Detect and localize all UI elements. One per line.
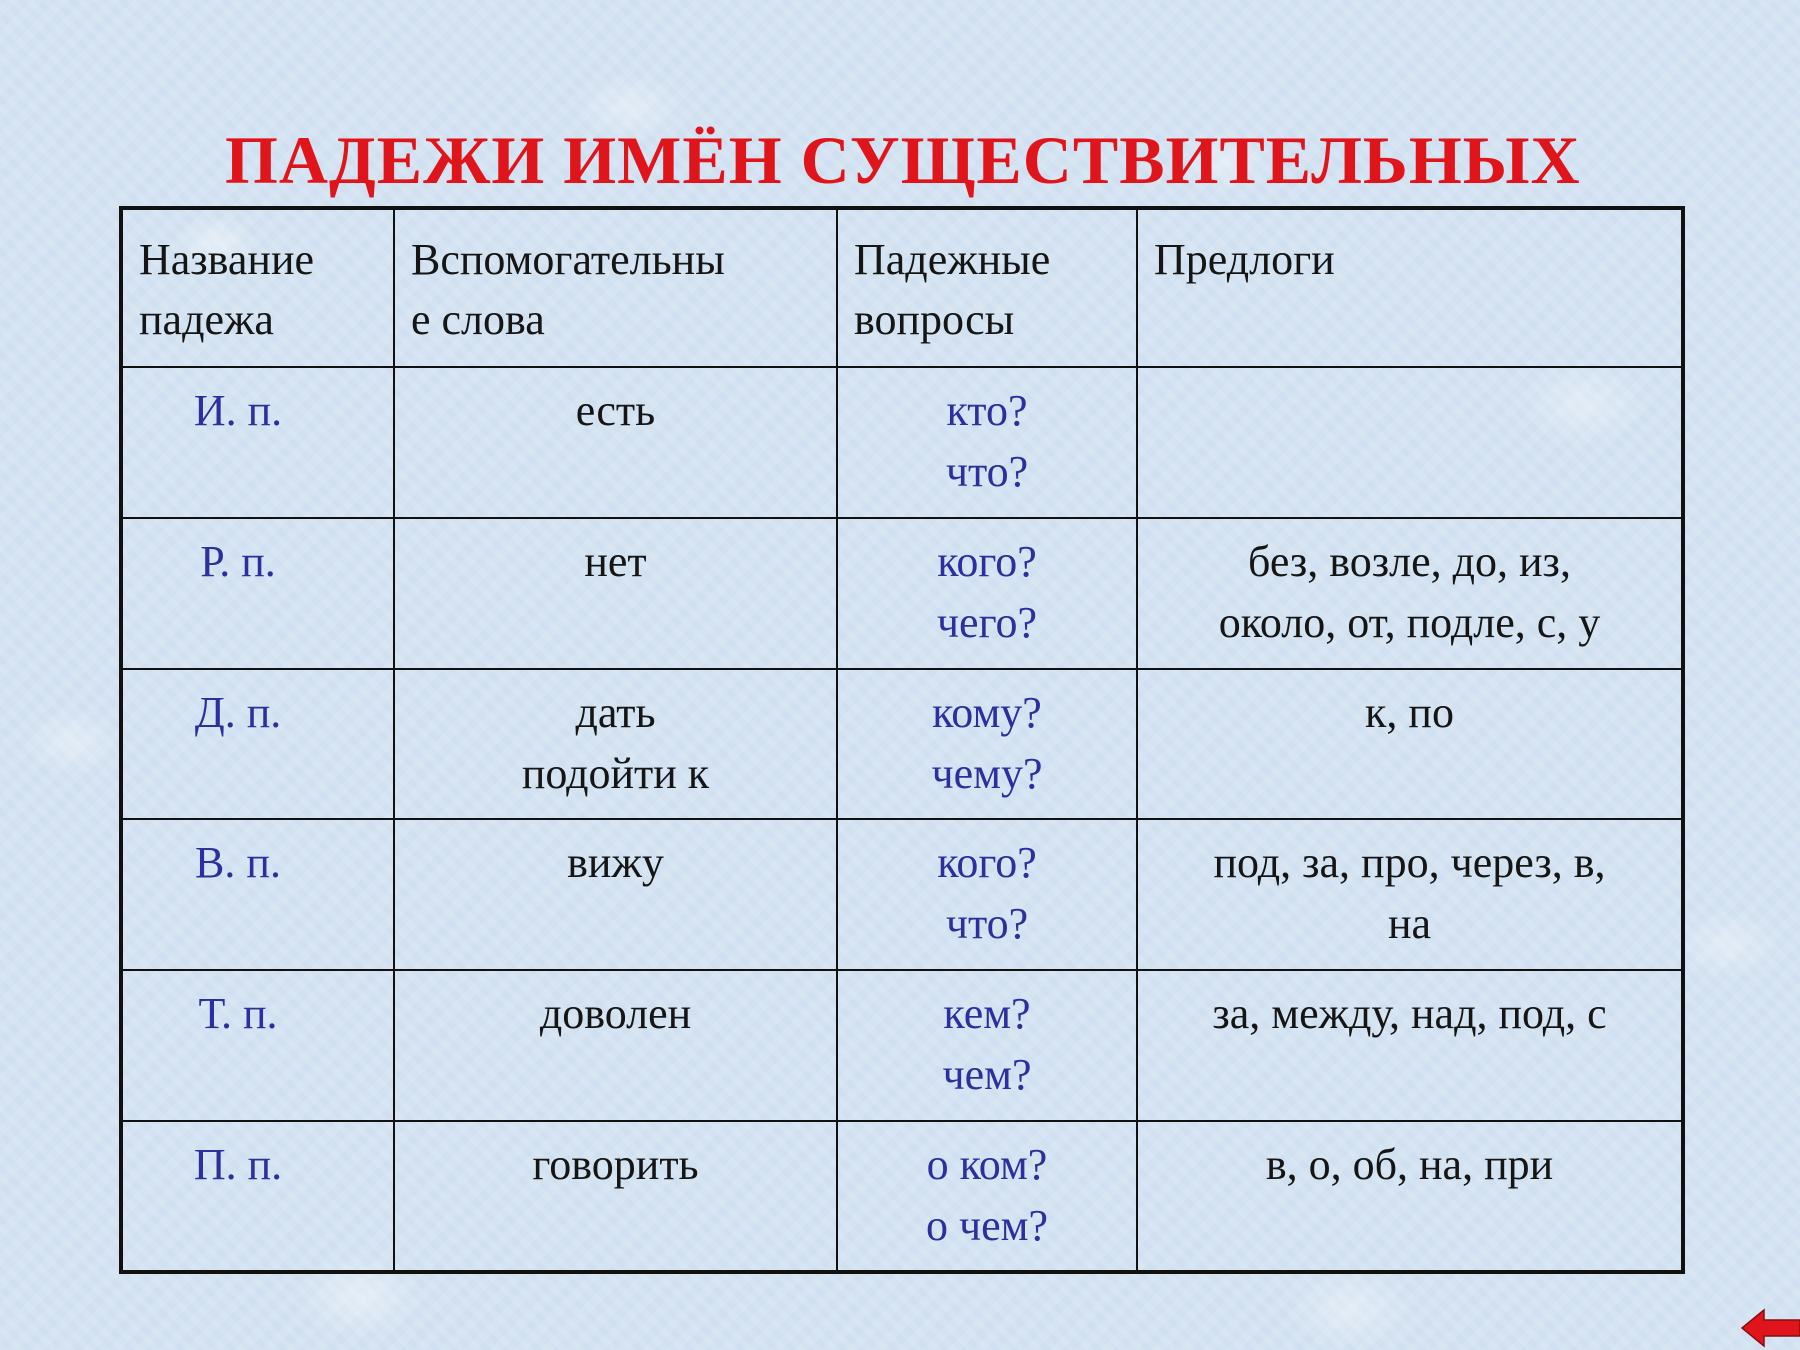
case-questions-cell bbox=[837, 819, 1137, 970]
header-case-questions-line1: Падежные bbox=[854, 235, 1051, 284]
prepositions-line: к, по bbox=[1365, 687, 1454, 737]
table-row bbox=[121, 819, 1683, 970]
case-name-cell: В. п. bbox=[121, 819, 394, 970]
header-case-name bbox=[121, 208, 394, 367]
header-case-name-line2: падежа bbox=[139, 295, 274, 344]
case-questions-cell bbox=[837, 518, 1137, 669]
header-auxiliary-words-line2: е слова bbox=[411, 295, 545, 344]
auxiliary-words-cell bbox=[394, 367, 837, 518]
auxiliary-words-cell bbox=[394, 669, 837, 820]
case-question: кто? bbox=[946, 385, 1028, 435]
auxiliary-words-cell bbox=[394, 970, 837, 1121]
header-auxiliary-words bbox=[394, 208, 837, 367]
table-row bbox=[121, 1121, 1683, 1272]
auxiliary-words-cell bbox=[394, 1121, 837, 1272]
case-question: кого? bbox=[937, 838, 1037, 888]
table-row bbox=[121, 518, 1683, 669]
auxiliary-words-cell bbox=[394, 819, 837, 970]
case-question: чему? bbox=[931, 748, 1043, 798]
header-case-name-line1: Название bbox=[139, 235, 315, 284]
header-prepositions-line1: Предлоги bbox=[1154, 235, 1335, 284]
header-prepositions bbox=[1137, 208, 1683, 367]
case-question: кому? bbox=[932, 687, 1042, 737]
case-question: чего? bbox=[936, 597, 1038, 647]
prepositions-line: на bbox=[1387, 899, 1432, 949]
case-name-cell: Д. п. bbox=[121, 669, 394, 820]
auxiliary-word: говорить bbox=[532, 1140, 699, 1190]
case-name-cell: И. п. bbox=[121, 367, 394, 518]
case-question: что? bbox=[945, 446, 1029, 496]
table-row bbox=[121, 970, 1683, 1121]
case-question: что? bbox=[945, 899, 1029, 949]
prepositions-line: в, о, об, на, при bbox=[1265, 1140, 1554, 1190]
table-row bbox=[121, 367, 1683, 518]
auxiliary-word: доволен bbox=[539, 989, 692, 1039]
noun-cases-table bbox=[119, 206, 1685, 1274]
header-auxiliary-words-line1: Вспомогательны bbox=[411, 235, 725, 284]
case-questions-cell bbox=[837, 970, 1137, 1121]
prepositions-cell bbox=[1137, 819, 1683, 970]
prepositions-line: без, возле, до, из, bbox=[1248, 536, 1571, 586]
case-questions-cell bbox=[837, 1121, 1137, 1272]
auxiliary-word: подойти к bbox=[521, 748, 710, 798]
page-title: ПАДЕЖИ ИМЁН СУЩЕСТВИТЕЛЬНЫХ bbox=[225, 122, 1581, 198]
prepositions-cell bbox=[1137, 970, 1683, 1121]
case-question: кем? bbox=[943, 989, 1031, 1039]
auxiliary-word: вижу bbox=[567, 838, 664, 888]
case-question: о чем? bbox=[925, 1201, 1049, 1251]
case-name-cell: Р. п. bbox=[121, 518, 394, 669]
prepositions-cell bbox=[1137, 1121, 1683, 1272]
header-case-questions-line2: вопросы bbox=[854, 295, 1015, 344]
case-question: кого? bbox=[937, 536, 1037, 586]
prepositions-cell bbox=[1137, 518, 1683, 669]
case-name-cell: П. п. bbox=[121, 1121, 394, 1272]
prepositions-line: под, за, про, через, в, bbox=[1213, 838, 1606, 888]
left-arrow-icon[interactable] bbox=[1740, 1306, 1800, 1350]
prepositions-line: за, между, над, под, с bbox=[1212, 989, 1607, 1039]
prepositions-cell bbox=[1137, 367, 1683, 518]
case-questions-cell bbox=[837, 669, 1137, 820]
case-name-cell: Т. п. bbox=[121, 970, 394, 1121]
header-case-questions bbox=[837, 208, 1137, 367]
auxiliary-words-cell bbox=[394, 518, 837, 669]
auxiliary-word: нет bbox=[584, 536, 647, 586]
table-header-row bbox=[121, 208, 1683, 367]
case-question: чем? bbox=[942, 1050, 1032, 1100]
table-row bbox=[121, 669, 1683, 820]
auxiliary-word: дать bbox=[575, 687, 656, 737]
prepositions-line: около, от, подле, с, у bbox=[1218, 597, 1601, 647]
case-question: о ком? bbox=[926, 1140, 1048, 1190]
case-questions-cell bbox=[837, 367, 1137, 518]
auxiliary-word: есть bbox=[575, 385, 656, 435]
prepositions-cell bbox=[1137, 669, 1683, 820]
